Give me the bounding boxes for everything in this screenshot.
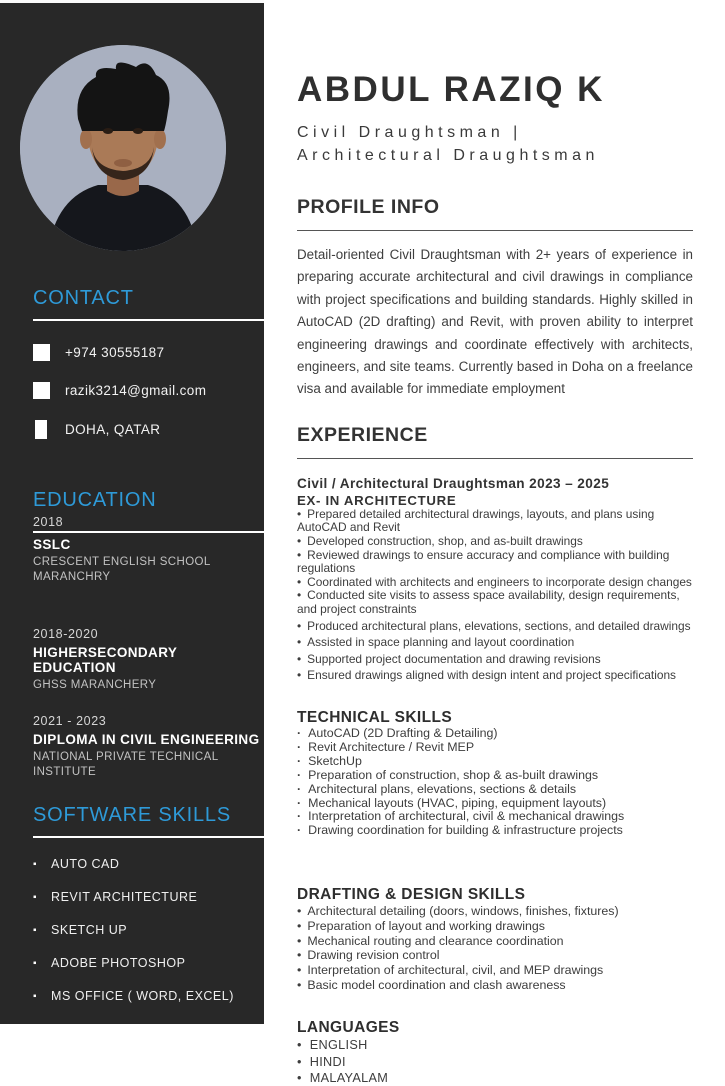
candidate-title-line: Architectural Draughtsman (297, 147, 599, 164)
drafting-skill-item: • Mechanical routing and clearance coordination (297, 934, 693, 949)
education-school-line: NATIONAL PRIVATE TECHNICAL (33, 751, 219, 763)
technical-skills-list (297, 727, 693, 838)
language-item: • ENGLISH (297, 1037, 693, 1053)
education-title: SSLC (33, 537, 71, 552)
profile-summary: Detail-oriented Civil Draughtsman with 2+ years of experience in preparing accurate architectural and civil drawings in compliance with project specifications and building standards. Highly skilled in AutoCAD (2D drafting) and Revit, with proven ability to interpret engineering drawings and coordinate effectively with architects, engineers, and site teams. Currently based in Doha on a freelance visa and available for immediate employment (297, 247, 693, 397)
sidebar (0, 0, 264, 1024)
education-period: 2021 - 2023 (33, 714, 107, 728)
education-entry (33, 627, 264, 693)
candidate-name: ABDUL RAZIQ K (297, 70, 605, 109)
education-school-line: GHSS MARANCHERY (33, 679, 157, 691)
software-skill-item: ▪ MS OFFICE ( WORD, EXCEL) (33, 989, 264, 1003)
experience-heading: EXPERIENCE (297, 423, 428, 446)
education-entry (33, 714, 264, 780)
education-divider (33, 531, 264, 533)
languages-list (297, 1037, 693, 1086)
profile-photo-illustration (20, 45, 226, 251)
languages-heading: LANGUAGES (297, 1019, 400, 1037)
education-school (33, 750, 264, 780)
education-entry (33, 515, 264, 585)
technical-skills-heading: TECHNICAL SKILLS (297, 708, 453, 726)
experience-divider (297, 458, 693, 459)
profile-info-heading: PROFILE INFO (297, 196, 440, 218)
drafting-skills-heading: DRAFTING & DESIGN SKILLS (297, 886, 526, 904)
location-icon (35, 420, 47, 439)
technical-skill-item: · Drawing coordination for building & infrastructure projects (297, 824, 693, 838)
email-icon (33, 382, 50, 399)
drafting-skill-item: • Drawing revision control (297, 948, 693, 963)
software-skill-item: ▪ REVIT ARCHITECTURE (33, 890, 264, 904)
email-address: razik3214@gmail.com (65, 383, 207, 398)
software-skills-heading: SOFTWARE SKILLS (33, 804, 231, 826)
drafting-skill-item: • Preparation of layout and working drawings (297, 919, 693, 934)
contact-row-location (33, 420, 264, 439)
experience-bullet: • Supported project documentation and drawing revisions (297, 653, 693, 667)
experience-bullet: • Coordinated with architects and engineers to incorporate design changes (297, 576, 693, 590)
education-school-line: INSTITUTE (33, 766, 97, 778)
software-skill-item: ▪ SKETCH UP (33, 923, 264, 937)
contact-row-email (33, 382, 264, 399)
phone-icon (33, 344, 50, 361)
experience-bullet: • Developed construction, shop, and as-built drawings (297, 535, 693, 549)
technical-skill-item: · Architectural plans, elevations, sections & details (297, 783, 693, 797)
education-school-line: MARANCHRY (33, 571, 111, 583)
education-school (33, 678, 264, 693)
drafting-skill-item: • Architectural detailing (doors, windows, finishes, fixtures) (297, 904, 693, 919)
education-period: 2018-2020 (33, 627, 99, 641)
candidate-title-line: Civil Draughtsman | (297, 124, 522, 141)
phone-number: +974 30555187 (65, 345, 165, 360)
experience-bullet: • Produced architectural plans, elevations, sections, and detailed drawings (297, 620, 693, 634)
contact-row-phone (33, 344, 264, 361)
language-item: • HINDI (297, 1054, 693, 1070)
sidebar-content (0, 287, 264, 1003)
profile-photo (20, 45, 226, 251)
language-item: • MALAYALAM (297, 1070, 693, 1086)
contact-divider (33, 319, 264, 321)
profile-info-divider (297, 230, 693, 231)
location-text: DOHA, QATAR (65, 422, 161, 437)
drafting-skill-item: • Interpretation of architectural, civil, and MEP drawings (297, 963, 693, 978)
company-name: EX- IN ARCHITECTURE (297, 492, 457, 508)
education-title: DIPLOMA IN CIVIL ENGINEERING (33, 732, 260, 747)
experience-bullet: • Conducted site visits to assess space availability, design requirements, and project constraints (297, 589, 693, 616)
technical-skill-item: · Mechanical layouts (HVAC, piping, equipment layouts) (297, 797, 693, 811)
experience-bullet: • Ensured drawings aligned with design intent and project specifications (297, 669, 693, 683)
job-title: Civil / Architectural Draughtsman 2023 – 2025 (297, 475, 610, 491)
technical-skill-item: · Revit Architecture / Revit MEP (297, 741, 693, 755)
drafting-skills-list (297, 904, 693, 992)
software-skill-item: ▪ ADOBE PHOTOSHOP (33, 956, 264, 970)
drafting-skill-item: • Basic model coordination and clash awareness (297, 978, 693, 993)
software-skill-item: ▪ AUTO CAD (33, 857, 264, 871)
education-school (33, 555, 264, 585)
technical-skill-item: · SketchUp (297, 755, 693, 769)
candidate-title (297, 121, 693, 167)
experience-bullet: • Reviewed drawings to ensure accuracy and compliance with building regulations (297, 549, 693, 576)
technical-skill-item: · Interpretation of architectural, civil & mechanical drawings (297, 810, 693, 824)
education-period: 2018 (33, 515, 64, 529)
education-title: HIGHERSECONDARY EDUCATION (33, 645, 178, 675)
education-school-line: CRESCENT ENGLISH SCHOOL (33, 556, 211, 568)
experience-bullet: • Prepared detailed architectural drawings, layouts, and plans using AutoCAD and Revit (297, 508, 693, 535)
software-skills-list (33, 857, 264, 1003)
contact-heading: CONTACT (33, 287, 134, 309)
experience-bullet-list (297, 508, 693, 683)
experience-bullet: • Assisted in space planning and layout coordination (297, 636, 693, 650)
technical-skill-item: · AutoCAD (2D Drafting & Detailing) (297, 727, 693, 741)
software-skills-divider (33, 836, 264, 838)
education-heading: EDUCATION (33, 489, 157, 511)
main-column (297, 0, 693, 1086)
technical-skill-item: · Preparation of construction, shop & as-built drawings (297, 769, 693, 783)
